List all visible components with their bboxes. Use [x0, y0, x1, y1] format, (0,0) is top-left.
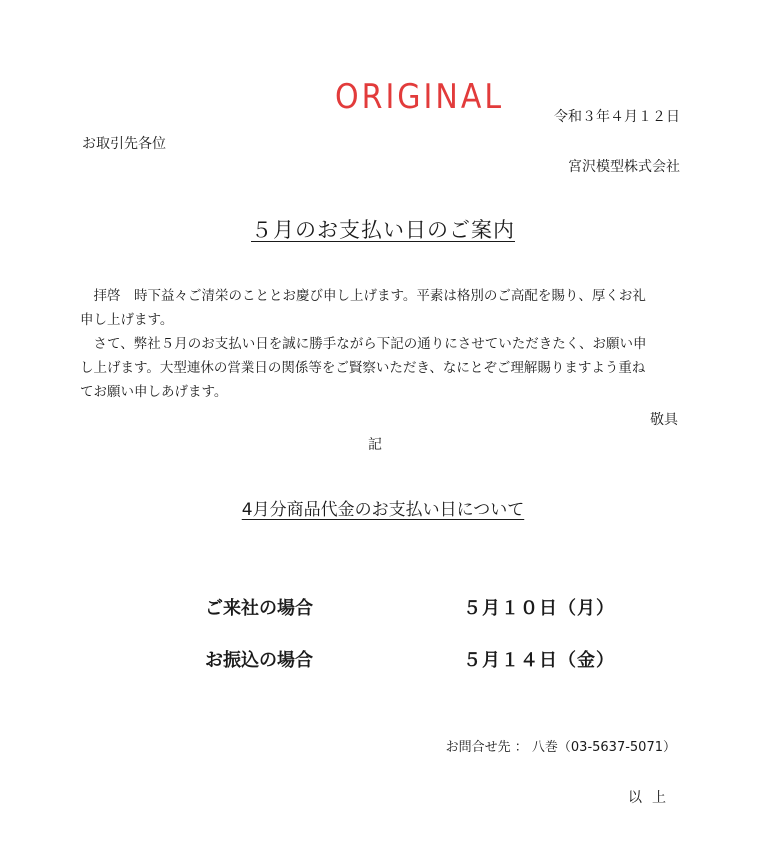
- closing-keigu: 敬具: [650, 412, 678, 428]
- addressee: お取引先各位: [82, 136, 166, 152]
- body-line: 拝啓 時下益々ご清栄のこととお慶び申し上げます。平素は格別のご高配を賜り、厚くお礼: [80, 288, 646, 304]
- schedule-label-visit: ご来社の場合: [205, 598, 313, 619]
- document-date: 令和３年４月１２日: [554, 109, 680, 125]
- schedule-date-transfer: ５月１４日（金）: [463, 650, 615, 671]
- section-title: [0, 495, 766, 520]
- body-line: し上げます。大型連休の営業日の関係等をご賢察いただき、なにとぞご理解賜りますよう重ね: [80, 360, 646, 376]
- body-paragraphs: [80, 284, 680, 404]
- body-line: てお願い申しあげます。: [80, 384, 228, 400]
- original-stamp: ORIGINAL: [335, 78, 505, 118]
- contact-info: お問合せ先 ： 八巻（03-5637-5071）: [445, 740, 676, 755]
- section-title-text: 4月分商品代金のお支払い日について: [241, 500, 525, 520]
- body-line: 申し上げます。: [80, 312, 174, 328]
- schedule-date-visit: ５月１０日（月）: [463, 598, 615, 619]
- schedule-label-transfer: お振込の場合: [205, 650, 313, 671]
- ki-marker: 記: [368, 437, 382, 453]
- body-line: さて、弊社５月のお支払い日を誠に勝手ながら下記の通りにさせていただきたく、お願い申: [80, 336, 647, 352]
- document-title: [0, 214, 766, 244]
- document-title-text: ５月のお支払い日のご案内: [251, 218, 515, 242]
- closing-ijou: 以上: [628, 790, 676, 806]
- sender-company: 宮沢模型株式会社: [568, 159, 680, 175]
